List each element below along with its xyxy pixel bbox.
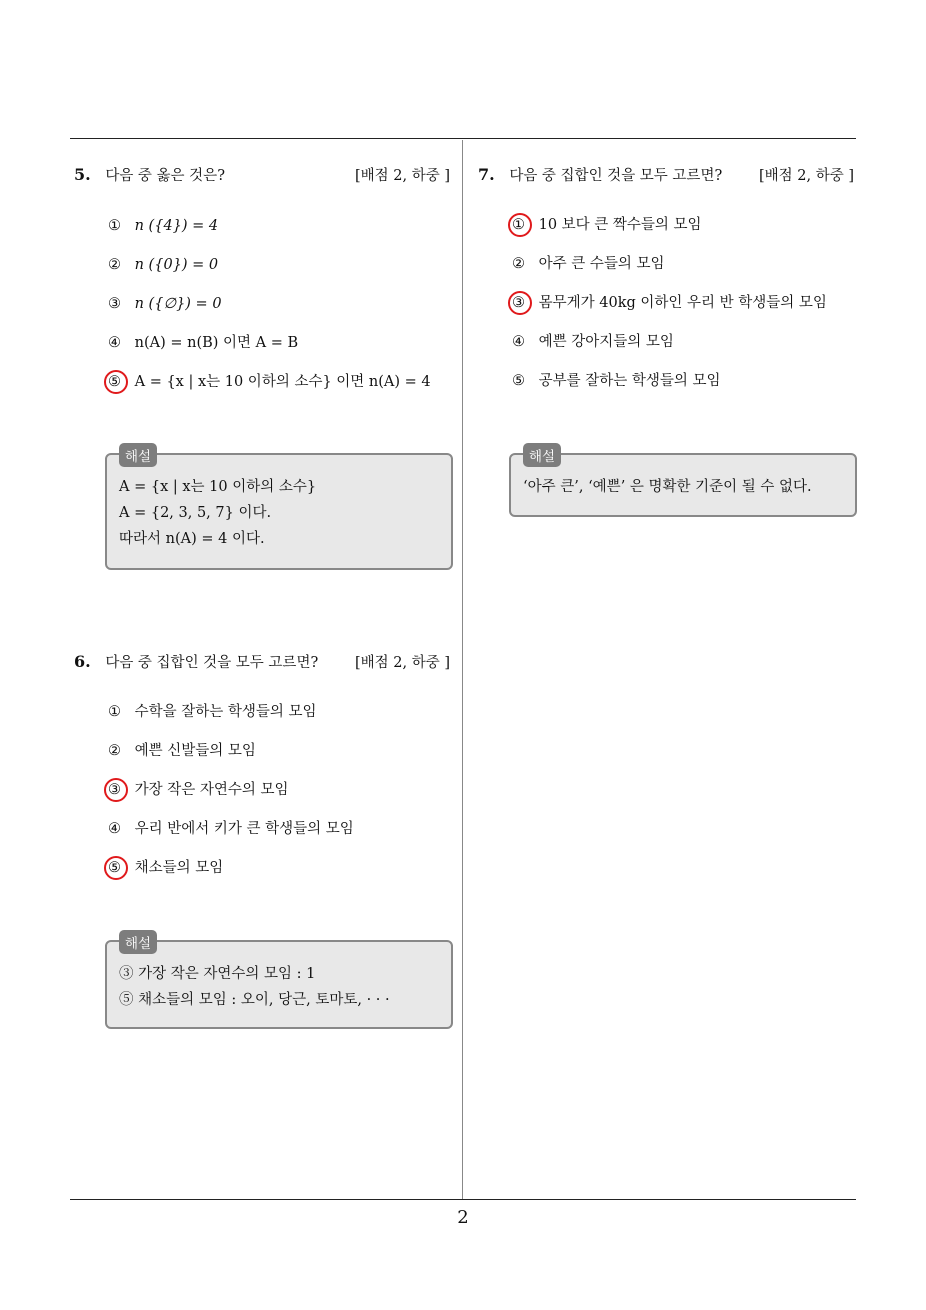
option-4[interactable] bbox=[108, 817, 354, 841]
option-5[interactable] bbox=[108, 370, 431, 394]
explanation-tag: 해설 bbox=[523, 443, 561, 467]
option-text: 우리 반에서 키가 큰 학생들의 모임 bbox=[134, 821, 354, 837]
option-mark: ④ bbox=[108, 335, 121, 351]
question-number: 7. bbox=[478, 165, 495, 184]
option-text: 예쁜 신발들의 모임 bbox=[134, 743, 256, 759]
explanation-line: ③ 가장 작은 자연수의 모임 : 1 bbox=[119, 966, 316, 982]
option-text: 몸무게가 40kg 이하인 우리 반 학생들의 모임 bbox=[538, 295, 827, 311]
option-mark: ③ bbox=[108, 296, 121, 312]
option-4[interactable] bbox=[512, 330, 674, 354]
option-mark: ④ bbox=[108, 821, 121, 837]
explanation-box bbox=[105, 449, 453, 570]
option-mark: ⑤ bbox=[108, 856, 130, 880]
explanation-line: A = {x | x는 10 이하의 소수} bbox=[119, 479, 317, 495]
question-prompt: 다음 중 옳은 것은? bbox=[105, 168, 225, 184]
explanation-box bbox=[509, 449, 857, 517]
option-text: n ({4}) = 4 bbox=[134, 218, 219, 234]
question-prompt: 다음 중 집합인 것을 모두 고르면? bbox=[105, 655, 319, 671]
option-text: n(A) = n(B) 이면 A = B bbox=[134, 335, 299, 351]
explanation-box bbox=[105, 936, 453, 1029]
option-text: n ({∅}) = 0 bbox=[134, 296, 222, 312]
option-4[interactable] bbox=[108, 331, 298, 355]
option-text: 수학을 잘하는 학생들의 모임 bbox=[134, 704, 317, 720]
option-text: 10 보다 큰 짝수들의 모임 bbox=[538, 217, 702, 233]
column-divider bbox=[462, 140, 463, 1200]
option-mark: ② bbox=[108, 743, 121, 759]
option-3[interactable] bbox=[108, 292, 222, 316]
explanation-tag: 해설 bbox=[119, 930, 157, 954]
option-mark: ⑤ bbox=[108, 370, 130, 394]
option-5[interactable] bbox=[512, 369, 721, 393]
answer-circle-icon bbox=[104, 856, 128, 880]
answer-circle-icon bbox=[104, 370, 128, 394]
question-score: [배점 2, 하중 ] bbox=[758, 168, 854, 184]
option-mark: ① bbox=[512, 213, 534, 237]
option-text: A = {x | x는 10 이하의 소수} 이면 n(A) = 4 bbox=[134, 374, 431, 390]
option-mark: ① bbox=[108, 704, 121, 720]
answer-circle-icon bbox=[508, 213, 532, 237]
option-mark: ② bbox=[512, 256, 525, 272]
question-header bbox=[478, 164, 722, 188]
option-text: 아주 큰 수들의 모임 bbox=[538, 256, 665, 272]
option-mark: ④ bbox=[512, 334, 525, 350]
answer-circle-icon bbox=[508, 291, 532, 315]
question-6 bbox=[74, 651, 450, 1031]
explanation-line: A = {2, 3, 5, 7} 이다. bbox=[119, 505, 272, 521]
option-mark: ③ bbox=[512, 291, 534, 315]
option-mark: ③ bbox=[108, 778, 130, 802]
option-text: 공부를 잘하는 학생들의 모임 bbox=[538, 373, 721, 389]
option-text: n ({0}) = 0 bbox=[134, 257, 219, 273]
option-mark: ⑤ bbox=[512, 373, 525, 389]
option-2[interactable] bbox=[108, 739, 256, 763]
explanation-line: 따라서 n(A) = 4 이다. bbox=[119, 531, 265, 547]
question-5 bbox=[74, 164, 450, 584]
question-score: [배점 2, 하중 ] bbox=[354, 655, 450, 671]
question-number: 6. bbox=[74, 652, 91, 671]
option-3[interactable] bbox=[108, 778, 289, 802]
option-2[interactable] bbox=[108, 253, 218, 277]
option-text: 채소들의 모임 bbox=[134, 860, 224, 876]
answer-circle-icon bbox=[104, 778, 128, 802]
question-7 bbox=[478, 164, 854, 524]
bottom-rule bbox=[70, 1199, 856, 1200]
option-1[interactable] bbox=[512, 213, 702, 237]
explanation-line: ⑤ 채소들의 모임 : 오이, 당근, 토마토, · · · bbox=[119, 992, 390, 1008]
question-header bbox=[74, 164, 225, 188]
top-rule bbox=[70, 138, 856, 139]
option-1[interactable] bbox=[108, 214, 218, 238]
option-mark: ② bbox=[108, 257, 121, 273]
question-prompt: 다음 중 집합인 것을 모두 고르면? bbox=[509, 168, 723, 184]
option-2[interactable] bbox=[512, 252, 665, 276]
page-number: 2 bbox=[457, 1207, 469, 1228]
question-header bbox=[74, 651, 318, 675]
option-text: 예쁜 강아지들의 모임 bbox=[538, 334, 674, 350]
option-mark: ① bbox=[108, 218, 121, 234]
explanation-line: ‘아주 큰’, ‘예쁜’ 은 명확한 기준이 될 수 없다. bbox=[523, 479, 812, 495]
option-1[interactable] bbox=[108, 700, 317, 724]
question-score: [배점 2, 하중 ] bbox=[354, 168, 450, 184]
question-number: 5. bbox=[74, 165, 91, 184]
explanation-tag: 해설 bbox=[119, 443, 157, 467]
option-5[interactable] bbox=[108, 856, 223, 880]
option-text: 가장 작은 자연수의 모임 bbox=[134, 782, 289, 798]
option-3[interactable] bbox=[512, 291, 827, 315]
